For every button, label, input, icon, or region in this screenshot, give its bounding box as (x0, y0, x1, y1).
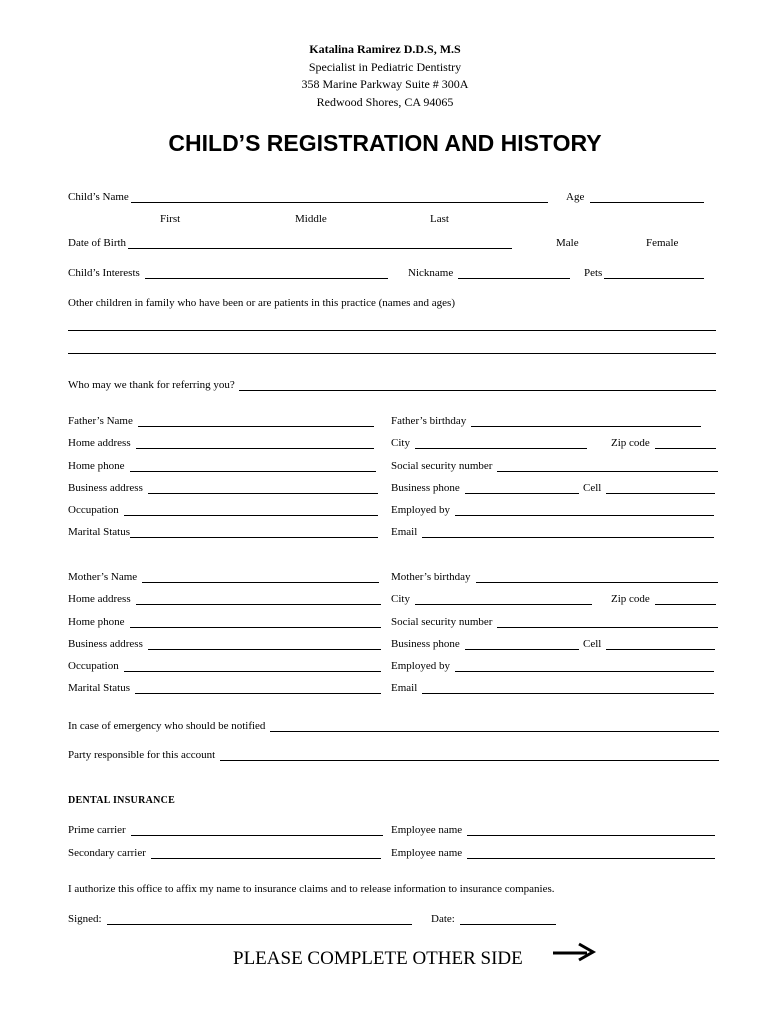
fathers-name-field[interactable] (68, 415, 374, 427)
nickname-label: Nickname (408, 267, 454, 279)
prime-employee-name-field[interactable] (391, 824, 715, 836)
mother-home-address-label: Home address (68, 593, 131, 605)
complete-other-side-note: PLEASE COMPLETE OTHER SIDE (233, 948, 523, 969)
referral-label: Who may we thank for referring you? (68, 379, 235, 391)
mother-employed-by-label: Employed by (391, 660, 450, 672)
age-field[interactable] (566, 191, 704, 203)
mother-cell-field[interactable] (583, 638, 715, 650)
father-marital-status-field[interactable] (68, 526, 378, 538)
first-label: First (160, 213, 181, 225)
mother-zip-field[interactable] (611, 593, 716, 605)
dental-insurance-heading: DENTAL INSURANCE (68, 795, 176, 806)
father-occupation-label: Occupation (68, 504, 119, 516)
female-option[interactable]: Female (646, 237, 679, 249)
other-children-line-1[interactable] (68, 330, 716, 331)
father-ssn-label: Social security number (391, 460, 493, 472)
date-field[interactable] (431, 913, 556, 925)
father-home-address-label: Home address (68, 437, 131, 449)
childs-name-field[interactable] (68, 191, 548, 203)
male-option[interactable]: Male (556, 237, 579, 249)
other-children-line-2[interactable] (68, 353, 716, 354)
responsible-party-label: Party responsible for this account (68, 749, 216, 761)
mother-home-address-field[interactable] (68, 593, 381, 605)
childs-interests-label: Child’s Interests (68, 267, 140, 279)
middle-label: Middle (295, 213, 327, 225)
mother-business-address-label: Business address (68, 638, 143, 650)
prime-employee-name-label: Employee name (391, 824, 463, 836)
doctor-name: Katalina Ramirez D.D.S, M.S (309, 42, 461, 56)
mother-email-field[interactable] (391, 682, 714, 694)
father-occupation-field[interactable] (68, 504, 378, 516)
father-employed-by-field[interactable] (391, 504, 714, 516)
prime-carrier-field[interactable] (68, 824, 383, 836)
father-business-address-label: Business address (68, 482, 143, 494)
father-business-address-field[interactable] (68, 482, 378, 494)
signature-field[interactable] (68, 913, 412, 925)
father-zip-field[interactable] (611, 437, 716, 449)
referral-field[interactable] (68, 379, 716, 391)
secondary-carrier-label: Secondary carrier (68, 847, 146, 859)
father-ssn-field[interactable] (391, 460, 718, 472)
mothers-name-label: Mother’s Name (68, 571, 138, 583)
date-of-birth-label: Date of Birth (68, 237, 127, 249)
specialty: Specialist in Pediatric Dentistry (308, 60, 462, 74)
secondary-employee-name-field[interactable] (391, 847, 715, 859)
address-line-1: 358 Marine Parkway Suite # 300A (301, 77, 469, 91)
secondary-employee-name-label: Employee name (391, 847, 463, 859)
father-cell-field[interactable] (583, 482, 715, 494)
mothers-name-field[interactable] (68, 571, 379, 583)
emergency-contact-field[interactable] (68, 720, 719, 732)
fathers-birthday-label: Father’s birthday (391, 415, 467, 427)
father-home-phone-field[interactable] (68, 460, 376, 472)
mother-city-field[interactable] (391, 593, 592, 605)
mother-zip-label: Zip code (611, 593, 650, 605)
fathers-birthday-field[interactable] (391, 415, 701, 427)
right-arrow-icon (551, 941, 597, 963)
nickname-field[interactable] (408, 267, 570, 279)
father-city-field[interactable] (391, 437, 587, 449)
form-title: CHILD’S REGISTRATION AND HISTORY (168, 130, 602, 156)
age-label: Age (566, 191, 585, 203)
mothers-birthday-label: Mother’s birthday (391, 571, 471, 583)
father-home-address-field[interactable] (68, 437, 374, 449)
mother-marital-status-label: Marital Status (68, 682, 131, 694)
mother-ssn-field[interactable] (391, 616, 718, 628)
mother-occupation-label: Occupation (68, 660, 119, 672)
fathers-name-label: Father’s Name (68, 415, 133, 427)
authorization-statement: I authorize this office to affix my name to insurance claims and to release information to insurance companies. (68, 883, 555, 895)
signature-label: Signed: (68, 913, 102, 925)
mother-business-phone-label: Business phone (391, 638, 460, 650)
childs-name-label: Child’s Name (68, 191, 129, 203)
date-label: Date: (431, 913, 455, 925)
address-line-2: Redwood Shores, CA 94065 (316, 95, 454, 109)
other-children-label: Other children in family who have been or are patients in this practice (names and ages) (68, 297, 455, 309)
mother-city-label: City (391, 593, 410, 605)
mother-business-phone-field[interactable] (391, 638, 579, 650)
mothers-birthday-field[interactable] (391, 571, 718, 583)
father-marital-status-label: Marital Status (68, 526, 131, 538)
mother-marital-status-field[interactable] (68, 682, 381, 694)
date-of-birth-field[interactable] (68, 237, 512, 249)
emergency-contact-label: In case of emergency who should be notified (68, 720, 266, 732)
father-business-phone-label: Business phone (391, 482, 460, 494)
pets-label: Pets (584, 267, 603, 279)
father-cell-label: Cell (583, 482, 602, 494)
mother-home-phone-label: Home phone (68, 616, 125, 628)
father-email-label: Email (391, 526, 418, 538)
father-zip-label: Zip code (611, 437, 650, 449)
mother-occupation-field[interactable] (68, 660, 381, 672)
pets-field[interactable] (584, 267, 704, 279)
mother-email-label: Email (391, 682, 418, 694)
mother-cell-label: Cell (583, 638, 602, 650)
secondary-carrier-field[interactable] (68, 847, 381, 859)
mother-business-address-field[interactable] (68, 638, 381, 650)
father-business-phone-field[interactable] (391, 482, 579, 494)
last-label: Last (430, 213, 449, 225)
childs-interests-field[interactable] (68, 267, 388, 279)
responsible-party-field[interactable] (68, 749, 719, 761)
father-employed-by-label: Employed by (391, 504, 450, 516)
prime-carrier-label: Prime carrier (68, 824, 126, 836)
mother-home-phone-field[interactable] (68, 616, 381, 628)
mother-ssn-label: Social security number (391, 616, 493, 628)
father-city-label: City (391, 437, 410, 449)
mother-employed-by-field[interactable] (391, 660, 714, 672)
father-home-phone-label: Home phone (68, 460, 125, 472)
father-email-field[interactable] (391, 526, 714, 538)
